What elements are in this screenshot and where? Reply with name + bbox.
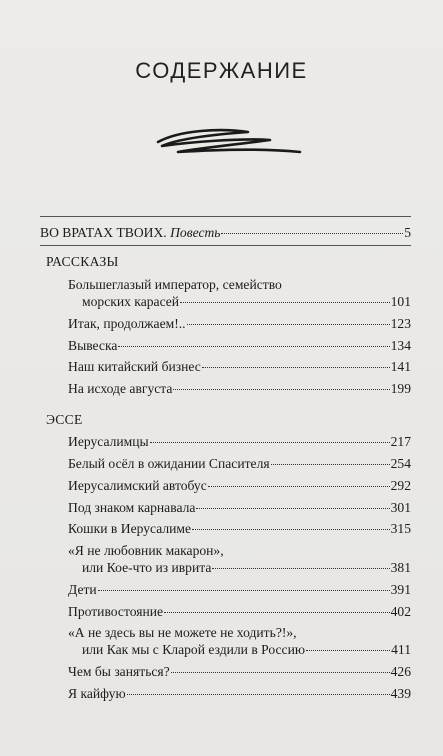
toc-entry: [68, 521, 411, 537]
toc-leader-dots: [208, 485, 390, 487]
toc-page-number: 5: [404, 225, 411, 240]
toc-entry: [68, 316, 411, 332]
toc-page-number: 301: [390, 500, 411, 515]
toc-leader-dots: [173, 388, 389, 390]
toc-entry-label: Итак, продолжаем!..: [68, 316, 186, 331]
toc-entry-label: Противостояние: [68, 604, 164, 619]
toc-page-number: 426: [390, 664, 411, 679]
toc-page-number: 315: [390, 521, 411, 536]
toc-entry-label: Дети: [68, 582, 97, 597]
toc-entry-label: Я кайфую: [68, 686, 126, 701]
toc-entry-label: ВО ВРАТАХ ТВОИХ.: [40, 225, 167, 240]
toc-leader-dots: [202, 366, 390, 368]
section-heading-essays: ЭССЕ: [46, 412, 83, 427]
toc-entry-line1: «Я не любовник макарон»,: [68, 543, 224, 558]
toc-entry-line1: «А не здесь вы не можете не ходить?!»,: [68, 625, 297, 640]
toc-entry: [68, 582, 411, 598]
toc-leader-dots: [221, 232, 403, 234]
toc-entry-label: Вывеска: [68, 338, 118, 353]
toc-page-number: 141: [390, 359, 411, 374]
toc-leader-dots: [150, 441, 390, 443]
toc-leader-dots: [171, 671, 390, 673]
toc-page-number: 217: [390, 434, 411, 449]
toc-entry: [68, 664, 411, 680]
toc-entry-label: Под знаком карнавала: [68, 500, 196, 515]
toc-page-number: 391: [390, 582, 411, 597]
toc-entry-label: морских карасей: [82, 294, 180, 309]
page-title: СОДЕРЖАНИЕ: [135, 58, 308, 83]
toc-entry-label: Чем бы заняться?: [68, 664, 170, 679]
toc-leader-dots: [118, 345, 389, 347]
toc-entry-label: Иерусалимцы: [68, 434, 149, 449]
toc-entry-label: На исходе августа: [68, 381, 173, 396]
toc-leader-dots: [127, 693, 390, 695]
toc-entry: [82, 642, 411, 658]
section-heading-stories: РАССКАЗЫ: [46, 254, 119, 269]
toc-page-number: 199: [390, 381, 411, 396]
toc-page-number: 439: [390, 686, 411, 701]
toc-leader-dots: [306, 649, 390, 651]
toc-entry-label: или Кое-что из иврита: [82, 560, 212, 575]
toc-entry-label: или Как мы с Кларой ездили в Россию: [82, 642, 306, 657]
toc-page-number: 411: [391, 642, 411, 657]
toc-entry: [68, 478, 411, 494]
toc-entry: [68, 604, 411, 620]
toc-entry: [68, 359, 411, 375]
toc-page-number: 292: [390, 478, 411, 493]
toc-leader-dots: [212, 567, 389, 569]
toc-entry-line1: Большеглазый император, семейство: [68, 277, 282, 292]
toc-page-number: 381: [390, 560, 411, 575]
toc-leader-dots: [180, 301, 390, 303]
top-divider: [40, 216, 411, 217]
toc-page-number: 123: [390, 316, 411, 331]
toc-entry-label: Иерусалимский автобус: [68, 478, 207, 493]
toc-leader-dots: [187, 323, 390, 325]
section-divider: [40, 245, 411, 246]
toc-entry-main: [40, 225, 411, 241]
toc-entry-label-italic: Повесть: [170, 225, 221, 240]
toc-entry: [68, 381, 411, 397]
toc-leader-dots: [192, 528, 390, 530]
toc-entry: [68, 434, 411, 450]
toc-leader-dots: [164, 611, 390, 613]
toc-entry: [68, 338, 411, 354]
toc-entry-label: Кошки в Иерусалиме: [68, 521, 192, 536]
toc-entry: [68, 686, 411, 702]
toc-entry-label: Белый осёл в ожидании Спасителя: [68, 456, 270, 471]
toc-leader-dots: [196, 507, 389, 509]
toc-entry: [68, 500, 411, 516]
toc-page-number: 402: [390, 604, 411, 619]
toc-page-number: 134: [390, 338, 411, 353]
toc-entry: [82, 294, 411, 310]
toc-entry: [68, 456, 411, 472]
toc-entry-label: Наш китайский бизнес: [68, 359, 201, 374]
toc-page-number: 254: [390, 456, 411, 471]
toc-page-number: 101: [390, 294, 411, 309]
toc-entry-title: [40, 225, 220, 241]
toc-entry: [82, 560, 411, 576]
toc-leader-dots: [98, 589, 390, 591]
toc-leader-dots: [271, 463, 390, 465]
